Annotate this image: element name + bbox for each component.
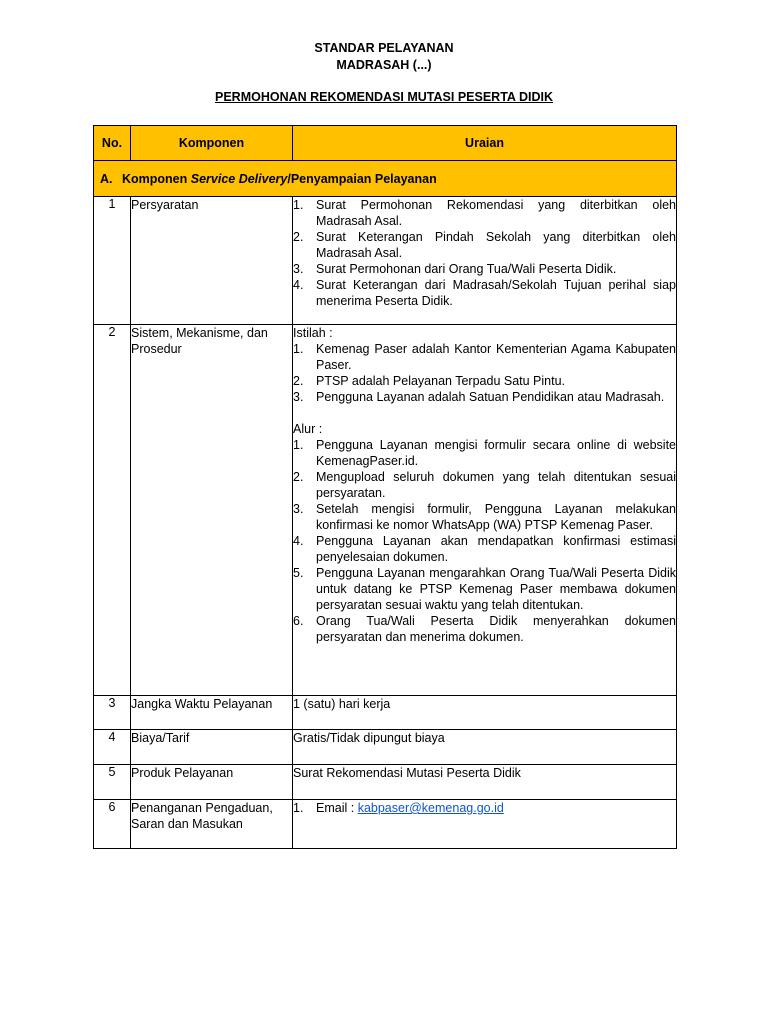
list-text: Mengupload seluruh dokumen yang telah ditentukan sesuai persyaratan.	[316, 470, 676, 500]
section-italic: Service Delivery	[190, 171, 288, 186]
row-uraian	[293, 197, 677, 325]
list-text: Orang Tua/Wali Peserta Didik menyerahkan dokumen persyaratan dan menerima dokumen.	[316, 614, 676, 644]
service-title: PERMOHONAN REKOMENDASI MUTASI PESERTA DIDIK	[215, 90, 553, 104]
row-no: 1	[94, 197, 131, 325]
section-prefix: Komponen	[122, 171, 191, 186]
table-header-row	[94, 126, 677, 161]
list-number: 3.	[293, 390, 304, 404]
list-item	[293, 501, 676, 533]
list-number: 6.	[293, 614, 304, 628]
email-link[interactable]: kabpaser@kemenag.go.id	[357, 801, 504, 815]
list-text: Surat Keterangan dari Madrasah/Sekolah Tujuan perihal siap menerima Peserta Didik.	[316, 278, 676, 308]
row-uraian	[293, 325, 677, 696]
document-title: STANDAR PELAYANAN	[314, 41, 454, 55]
row-no: 4	[94, 730, 131, 765]
row-no: 6	[94, 800, 131, 849]
service-standard-table	[93, 125, 677, 849]
persyaratan-list	[293, 197, 676, 309]
list-number: 3.	[293, 262, 304, 276]
list-number: 1.	[293, 801, 304, 815]
header-no: No.	[94, 126, 131, 161]
list-number: 1.	[293, 342, 304, 356]
row-uraian: Gratis/Tidak dipungut biaya	[293, 730, 677, 765]
spacer	[293, 405, 676, 421]
list-text: Kemenag Paser adalah Kantor Kementerian Agama Kabupaten Paser.	[316, 342, 676, 372]
section-row	[94, 161, 677, 197]
list-number: 1.	[293, 438, 304, 452]
row-komponen: Biaya/Tarif	[131, 730, 293, 765]
table-row	[94, 696, 677, 730]
list-number: 4.	[293, 278, 304, 292]
alur-label: Alur :	[293, 422, 323, 436]
list-text: Pengguna Layanan adalah Satuan Pendidikan atau Madrasah.	[316, 390, 665, 404]
list-number: 3.	[293, 502, 304, 516]
list-text: Pengguna Layanan akan mendapatkan konfirmasi estimasi penyelesaian dokumen.	[316, 534, 676, 564]
row-no: 3	[94, 696, 131, 730]
table-row	[94, 325, 677, 696]
document-subtitle: MADRASAH (...)	[336, 58, 432, 72]
list-text: Surat Permohonan Rekomendasi yang diterbitkan oleh Madrasah Asal.	[316, 198, 676, 228]
list-number: 2.	[293, 230, 304, 244]
list-number: 2.	[293, 470, 304, 484]
list-item	[293, 613, 676, 645]
contact-list	[293, 800, 676, 816]
list-item	[293, 389, 676, 405]
row-komponen: Sistem, Mekanisme, dan Prosedur	[131, 325, 293, 696]
list-number: 4.	[293, 534, 304, 548]
list-item	[293, 277, 676, 309]
section-heading	[94, 161, 677, 197]
list-item	[293, 437, 676, 469]
alur-list	[293, 437, 676, 645]
list-number: 2.	[293, 374, 304, 388]
section-letter: A.	[100, 171, 113, 186]
email-label: Email :	[316, 801, 358, 815]
row-no: 5	[94, 765, 131, 800]
list-text: Surat Permohonan dari Orang Tua/Wali Peserta Didik.	[316, 262, 617, 276]
list-text: PTSP adalah Pelayanan Terpadu Satu Pintu.	[316, 374, 566, 388]
table-row	[94, 800, 677, 849]
row-komponen: Jangka Waktu Pelayanan	[131, 696, 293, 730]
header-uraian: Uraian	[293, 126, 677, 161]
list-text: Surat Keterangan Pindah Sekolah yang diterbitkan oleh Madrasah Asal.	[316, 230, 676, 260]
istilah-list	[293, 341, 676, 405]
istilah-label: Istilah :	[293, 326, 333, 340]
list-item	[293, 469, 676, 501]
row-no: 2	[94, 325, 131, 696]
list-number: 1.	[293, 198, 304, 212]
row-uraian: 1 (satu) hari kerja	[293, 696, 677, 730]
list-item	[293, 229, 676, 261]
list-item	[293, 341, 676, 373]
header-komponen: Komponen	[131, 126, 293, 161]
table-row	[94, 197, 677, 325]
table-row	[94, 765, 677, 800]
table-row	[94, 730, 677, 765]
row-uraian: Surat Rekomendasi Mutasi Peserta Didik	[293, 765, 677, 800]
row-komponen: Persyaratan	[131, 197, 293, 325]
section-suffix: /Penyampaian Pelayanan	[287, 171, 437, 186]
list-item	[293, 565, 676, 613]
list-item	[293, 800, 676, 816]
list-item	[293, 373, 676, 389]
row-uraian	[293, 800, 677, 849]
list-text: Pengguna Layanan mengarahkan Orang Tua/Wali Peserta Didik untuk datang ke PTSP Kemenag Paser membawa dokumen persyaratan sesuai waktu yang telah ditentukan.	[316, 566, 676, 612]
list-number: 5.	[293, 566, 304, 580]
list-text: Pengguna Layanan mengisi formulir secara online di website KemenagPaser.id.	[316, 438, 676, 468]
list-text: Setelah mengisi formulir, Pengguna Layanan melakukan konfirmasi ke nomor WhatsApp (WA) PTSP Kemenag Paser.	[316, 502, 676, 532]
list-item	[293, 533, 676, 565]
row-komponen: Produk Pelayanan	[131, 765, 293, 800]
list-item	[293, 197, 676, 229]
list-item	[293, 261, 676, 277]
row-komponen: Penanganan Pengaduan, Saran dan Masukan	[131, 800, 293, 849]
